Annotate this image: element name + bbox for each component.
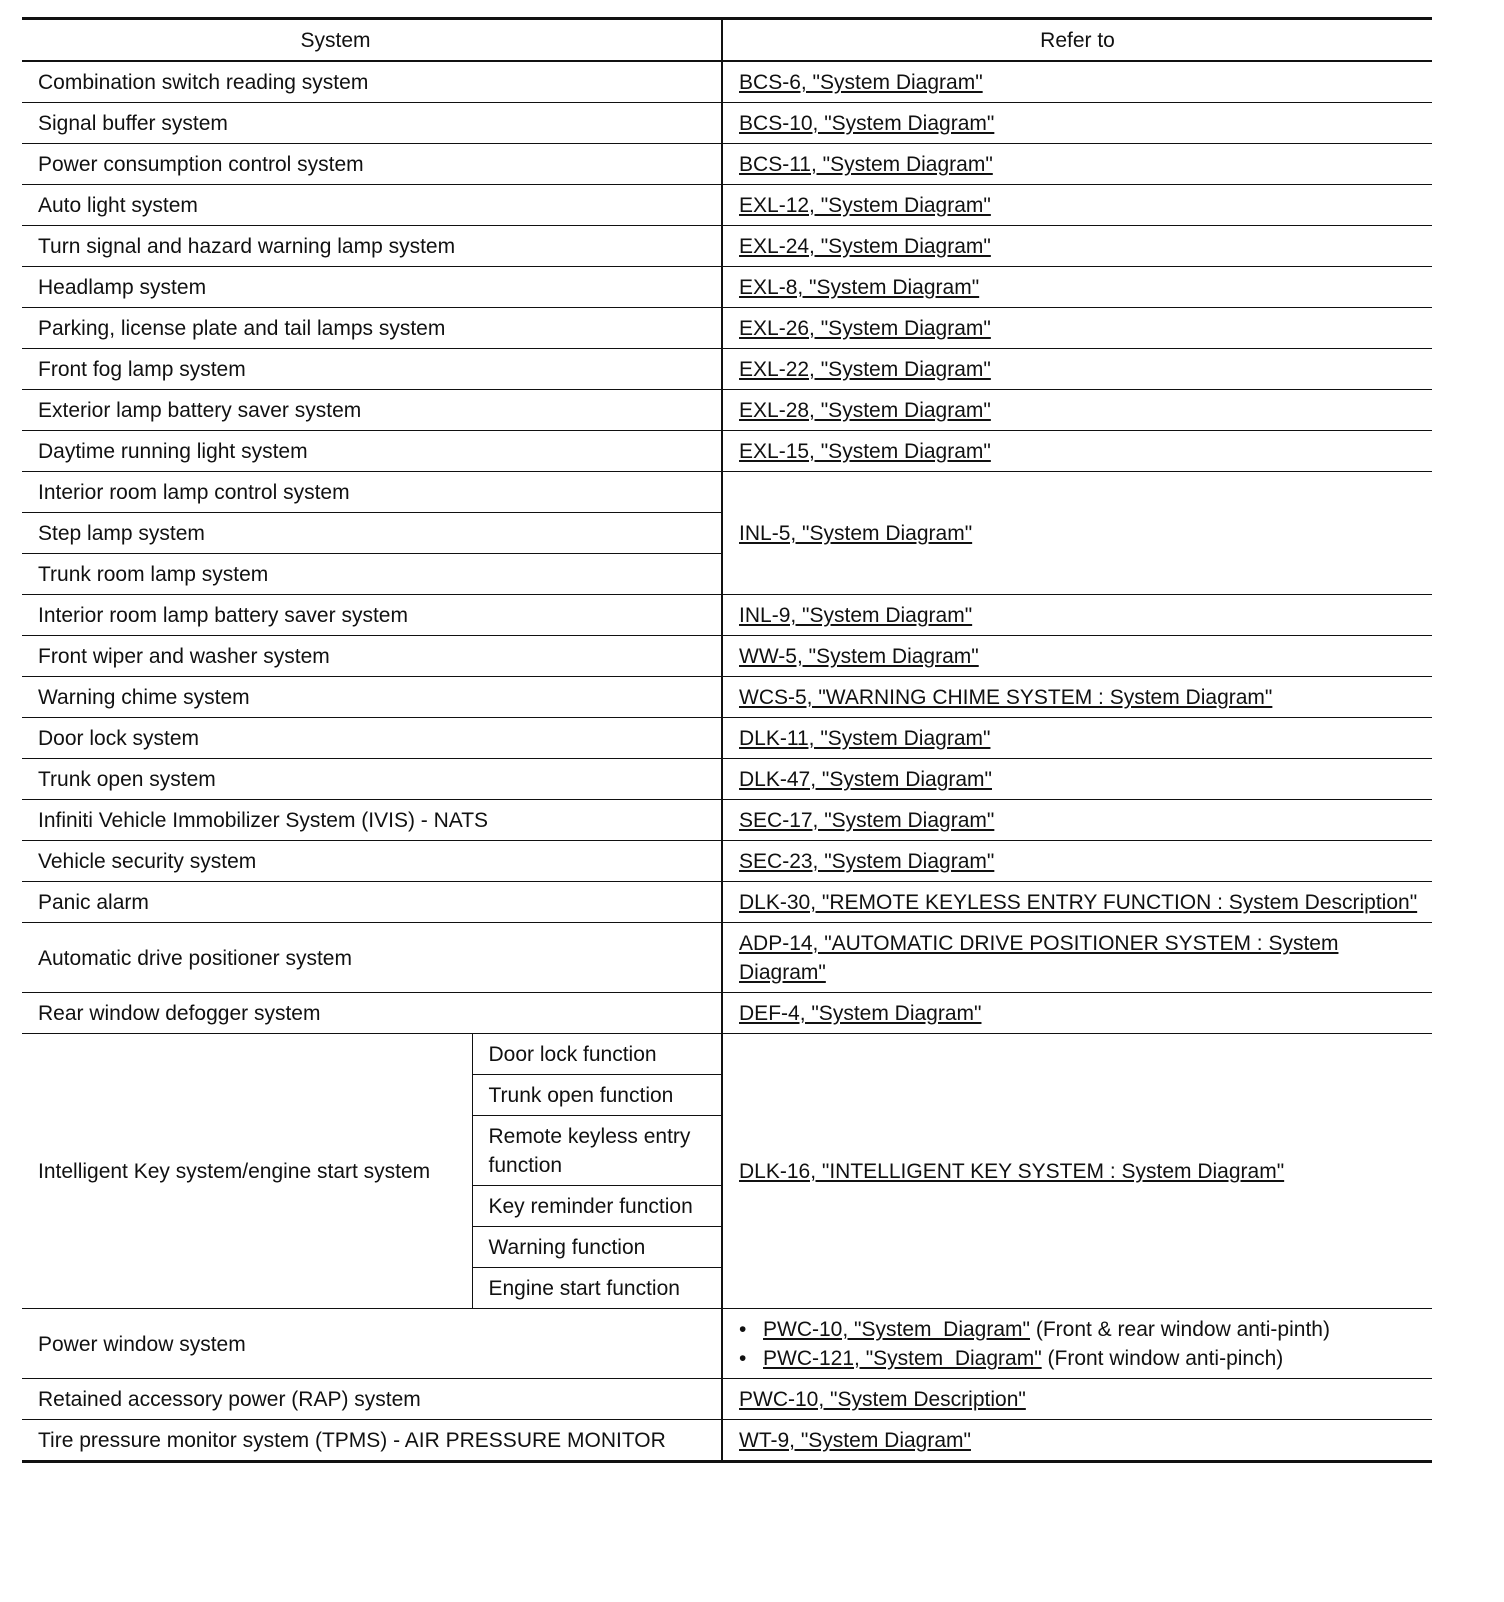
- table-row: [22, 267, 1432, 308]
- reference-link[interactable]: DLK-47, "System Diagram": [739, 768, 992, 791]
- system-name: Door lock system: [22, 718, 722, 759]
- table-header-row: [22, 19, 1432, 62]
- system-name: Trunk room lamp system: [22, 554, 722, 595]
- table-row: [22, 595, 1432, 636]
- system-name: Retained accessory power (RAP) system: [22, 1379, 722, 1420]
- header-refer-to: Refer to: [722, 19, 1432, 62]
- table-row: [22, 882, 1432, 923]
- reference-link[interactable]: WCS-5, "WARNING CHIME SYSTEM : System Diagram": [739, 686, 1273, 709]
- system-name: Step lamp system: [22, 513, 722, 554]
- reference-link[interactable]: EXL-28, "System Diagram": [739, 399, 991, 422]
- reference-link[interactable]: SEC-17, "System Diagram": [739, 809, 995, 832]
- list-item: [739, 1344, 1424, 1373]
- function-name: Door lock function: [472, 1034, 722, 1075]
- function-name: Engine start function: [472, 1268, 722, 1309]
- reference-link[interactable]: BCS-10, "System Diagram": [739, 112, 995, 135]
- reference-link[interactable]: SEC-23, "System Diagram": [739, 850, 995, 873]
- table-row: [22, 226, 1432, 267]
- system-name: Power window system: [22, 1309, 722, 1379]
- table-row: [22, 185, 1432, 226]
- table-row: [22, 349, 1432, 390]
- system-name: Turn signal and hazard warning lamp system: [22, 226, 722, 267]
- table-row: [22, 308, 1432, 349]
- reference-link[interactable]: DEF-4, "System Diagram": [739, 1002, 982, 1025]
- system-name: Combination switch reading system: [22, 61, 722, 103]
- system-name: Interior room lamp battery saver system: [22, 595, 722, 636]
- reference-link[interactable]: EXL-12, "System Diagram": [739, 194, 991, 217]
- table-row: [22, 390, 1432, 431]
- table-row: [22, 923, 1432, 993]
- table-row: [22, 1420, 1432, 1462]
- table-row: [22, 431, 1432, 472]
- reference-link[interactable]: EXL-24, "System Diagram": [739, 235, 991, 258]
- table-row: [22, 61, 1432, 103]
- system-name: Automatic drive positioner system: [22, 923, 722, 993]
- reference-note: (Front & rear window anti-pinth): [1030, 1318, 1330, 1341]
- table-row: [22, 144, 1432, 185]
- reference-link[interactable]: DLK-30, "REMOTE KEYLESS ENTRY FUNCTION : System Description": [739, 891, 1418, 914]
- table-row: [22, 718, 1432, 759]
- reference-link[interactable]: BCS-6, "System Diagram": [739, 71, 983, 94]
- table-row: [22, 103, 1432, 144]
- system-name: Interior room lamp control system: [22, 472, 722, 513]
- reference-link[interactable]: DLK-16, "INTELLIGENT KEY SYSTEM : System Diagram": [739, 1160, 1285, 1183]
- reference-link[interactable]: WT-9, "System Diagram": [739, 1429, 971, 1452]
- table-row: [22, 636, 1432, 677]
- reference-list: [739, 1315, 1424, 1373]
- system-name: Vehicle security system: [22, 841, 722, 882]
- reference-link[interactable]: INL-9, "System Diagram": [739, 604, 973, 627]
- table-row: [22, 841, 1432, 882]
- system-name: Exterior lamp battery saver system: [22, 390, 722, 431]
- system-name: Intelligent Key system/engine start system: [22, 1034, 472, 1309]
- reference-note: (Front window anti-pinch): [1041, 1347, 1284, 1370]
- system-name: Auto light system: [22, 185, 722, 226]
- reference-link[interactable]: PWC-10, "System_Diagram": [763, 1318, 1030, 1341]
- reference-link[interactable]: INL-5, "System Diagram": [739, 522, 973, 545]
- system-name: Rear window defogger system: [22, 993, 722, 1034]
- system-name: Headlamp system: [22, 267, 722, 308]
- system-name: Infiniti Vehicle Immobilizer System (IVIS) - NATS: [22, 800, 722, 841]
- system-name: Power consumption control system: [22, 144, 722, 185]
- system-name: Tire pressure monitor system (TPMS) - AIR PRESSURE MONITOR: [22, 1420, 722, 1462]
- table-row: [22, 677, 1432, 718]
- system-reference-table: [22, 17, 1432, 1463]
- system-name: Front fog lamp system: [22, 349, 722, 390]
- header-system: System: [22, 19, 722, 62]
- function-name: Key reminder function: [472, 1186, 722, 1227]
- reference-link[interactable]: EXL-8, "System Diagram": [739, 276, 980, 299]
- table-row: [22, 759, 1432, 800]
- function-name: Warning function: [472, 1227, 722, 1268]
- table-row: [22, 472, 1432, 513]
- reference-link[interactable]: WW-5, "System Diagram": [739, 645, 979, 668]
- list-item: [739, 1315, 1424, 1344]
- reference-link[interactable]: DLK-11, "System Diagram": [739, 727, 991, 750]
- function-name: Trunk open function: [472, 1075, 722, 1116]
- system-name: Daytime running light system: [22, 431, 722, 472]
- reference-link[interactable]: ADP-14, "AUTOMATIC DRIVE POSITIONER SYSTEM : System Diagram": [739, 932, 1339, 984]
- reference-link[interactable]: PWC-10, "System Description": [739, 1388, 1026, 1411]
- table-row: [22, 993, 1432, 1034]
- system-name: Trunk open system: [22, 759, 722, 800]
- reference-link[interactable]: EXL-22, "System Diagram": [739, 358, 991, 381]
- function-name: Remote keyless entry function: [472, 1116, 722, 1186]
- table-row: [22, 1034, 1432, 1075]
- system-name: Warning chime system: [22, 677, 722, 718]
- reference-link[interactable]: BCS-11, "System Diagram": [739, 153, 993, 176]
- table-row: [22, 1309, 1432, 1379]
- system-name: Signal buffer system: [22, 103, 722, 144]
- system-name: Parking, license plate and tail lamps system: [22, 308, 722, 349]
- reference-link[interactable]: EXL-26, "System Diagram": [739, 317, 991, 340]
- reference-link[interactable]: PWC-121, "System_Diagram": [763, 1347, 1042, 1370]
- system-name: Front wiper and washer system: [22, 636, 722, 677]
- table-row: [22, 800, 1432, 841]
- system-name: Panic alarm: [22, 882, 722, 923]
- reference-link[interactable]: EXL-15, "System Diagram": [739, 440, 991, 463]
- table-row: [22, 1379, 1432, 1420]
